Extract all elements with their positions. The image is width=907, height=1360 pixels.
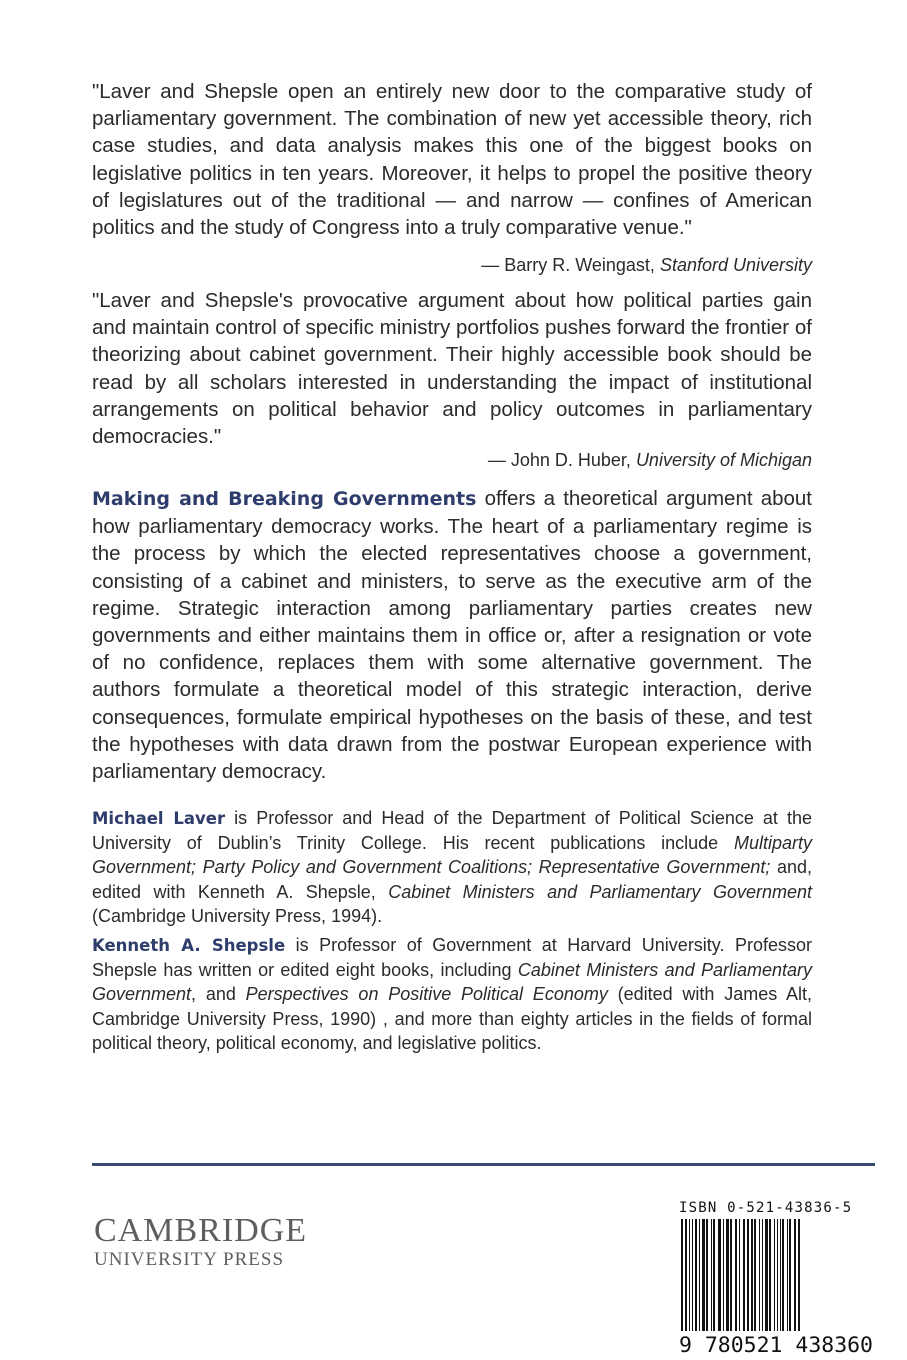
bio-publication: Cabinet Ministers and Parliamentary Government (388, 881, 813, 902)
barcode-bar (780, 1219, 781, 1331)
author-bio-laver (92, 806, 812, 928)
barcode-bar (762, 1219, 763, 1331)
ean-number: 9 780521 438360 (679, 1333, 873, 1356)
attribution-affiliation: University of Michigan (635, 450, 812, 470)
barcode-bar (789, 1219, 791, 1331)
barcode-bar (711, 1219, 712, 1331)
publisher-name: CAMBRIDGE (94, 1212, 308, 1249)
publisher-logo (94, 1213, 307, 1271)
bio-publication: Cabinet Ministers and Parliamentary Government (92, 960, 812, 1005)
publisher-subtitle: UNIVERSITY PRESS (94, 1249, 285, 1270)
barcode-bar (774, 1219, 775, 1331)
barcode-bar (718, 1219, 721, 1331)
bio-text: and, edited with Kenneth A. Shepsle, (92, 857, 812, 902)
barcode-bar (777, 1219, 778, 1331)
attribution-huber (92, 448, 812, 472)
barcode-bar (726, 1219, 729, 1331)
barcode-bar (787, 1219, 788, 1331)
barcode-bar (695, 1219, 697, 1331)
barcode-graphic (679, 1219, 875, 1356)
barcode-bar (699, 1219, 700, 1331)
barcode-bar (735, 1219, 737, 1331)
barcode-bar (794, 1219, 796, 1344)
barcode-bar (723, 1219, 724, 1331)
barcode-bar (692, 1219, 693, 1331)
barcode-bar (769, 1219, 771, 1331)
bio-text: , and (191, 984, 246, 1005)
bio-text: is Professor and Head of the Department of Political Science at the University of Dublin’s Trinity College. His recent publications include (92, 808, 812, 854)
barcode-bar (681, 1219, 683, 1344)
book-title: Making and Breaking Governments (92, 488, 477, 510)
bio-publication: Perspectives on Positive Political Economy (245, 984, 608, 1005)
barcode-bar (782, 1219, 784, 1331)
author-name: Michael Laver (92, 809, 226, 828)
barcode-bar (798, 1219, 800, 1344)
barcode-bar (751, 1219, 753, 1331)
author-bio-shepsle (92, 933, 812, 1055)
isbn-barcode (679, 1200, 875, 1356)
barcode-bar (702, 1219, 705, 1331)
bio-text: (edited with James Alt, Cambridge University Press, 1990) , and more than eighty articles in the fields of formal political theory, political economy, and legislative politics. (92, 984, 812, 1053)
quote-weingast: "Laver and Shepsle open an entirely new door to the comparative study of parliamentary government. The combination of new yet accessible theory, rich case studies, and data analysis makes this one of the biggest books on legislative politics in ten years. Moreover, it helps to propel the positive theory of legislatures out of the traditional — and narrow — confines of American politics and the study of Congress into a truly comparative venue." (92, 80, 812, 240)
book-description-text: offers a theoretical argument about how parliamentary democracy works. The heart of a parliamentary regime is the process by which the elected representatives choose a government, consisting of a cabinet and ministers, to serve as the executive arm of the regime. Strategic interaction among parliamentary parties creates new governments and either maintains them in office or, after a resignation or vote of no confidence, replaces them with some alternative government. The authors formulate a theoretical model of this strategic interaction, derive consequences, formulate empirical hypotheses on the basis of these, and test the hypotheses with data drawn from the postwar European experience with parliamentary democracy. (92, 487, 812, 784)
barcode-bar (739, 1219, 740, 1331)
barcode-bar (743, 1219, 745, 1344)
attribution-author: — Barry R. Weingast, (481, 255, 655, 275)
barcode-bar (685, 1219, 687, 1344)
book-description (92, 485, 812, 785)
attribution-affiliation: Stanford University (659, 255, 812, 275)
barcode-bar (754, 1219, 756, 1331)
author-name: Kenneth A. Shepsle (92, 936, 286, 955)
barcode-bar (713, 1219, 715, 1331)
bio-text: (Cambridge University Press, 1994). (92, 905, 383, 926)
barcode-bar (747, 1219, 749, 1344)
bio-publication: Multiparty Government; Party Policy and Government Coalitions; Representative Government; (92, 833, 812, 878)
divider-rule (92, 1163, 875, 1166)
isbn-label: ISBN 0-521-43836-5 (679, 1200, 853, 1216)
barcode-bar (730, 1219, 732, 1331)
attribution-weingast (92, 253, 812, 277)
barcode-bar (689, 1219, 690, 1331)
quote-huber: "Laver and Shepsle's provocative argument about how political parties gain and maintain control of specific ministry portfolios pushes forward the frontier of theorizing about cabinet government. Their highly accessible book should be read by all scholars interested in understanding the impact of institutional arrangements on political behavior and policy outcomes in parliamentary democracies." (92, 289, 812, 449)
barcode-bar (765, 1219, 768, 1331)
attribution-author: — John D. Huber, (487, 450, 631, 470)
barcode-bar (759, 1219, 760, 1331)
bio-text: is Professor of Government at Harvard University. Professor Shepsle has written or edited eight books, including (92, 935, 813, 981)
barcode-bar (706, 1219, 708, 1331)
